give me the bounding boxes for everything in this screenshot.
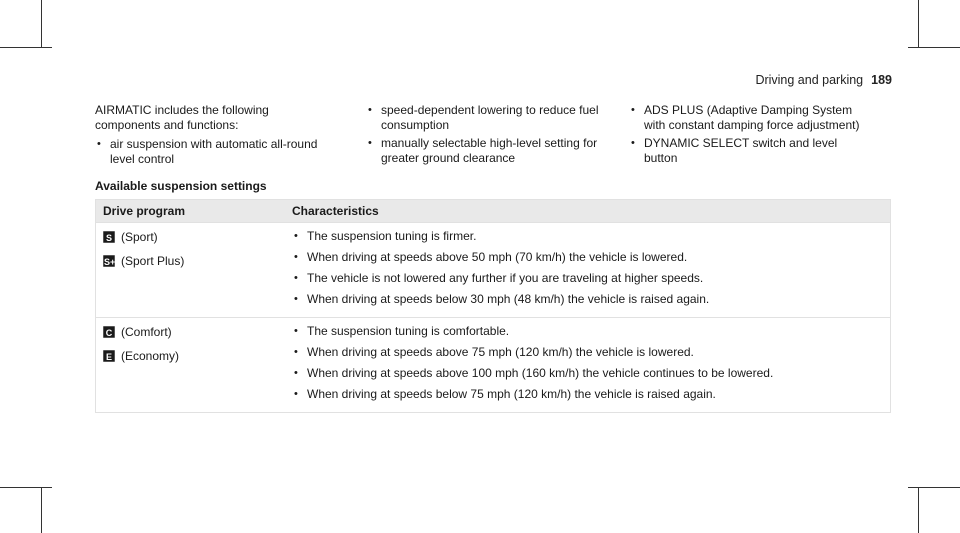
table-row xyxy=(96,317,890,412)
crop-mark xyxy=(908,47,960,48)
list-item: • DYNAMIC SELECT switch and level button xyxy=(629,136,869,166)
table-row xyxy=(96,222,890,317)
list-item: • speed-dependent lowering to reduce fuel consumption xyxy=(366,103,606,133)
header-drive-program: Drive program xyxy=(103,203,186,218)
intro-list-1 xyxy=(95,137,335,167)
page-number: 189 xyxy=(871,73,892,87)
table-header xyxy=(96,200,890,222)
crop-mark xyxy=(41,0,42,47)
crop-mark xyxy=(918,487,919,533)
table-body xyxy=(96,222,890,412)
header-characteristics: Characteristics xyxy=(292,203,379,218)
list-item: • When driving at speeds below 75 mph (120 km/h) the vehicle is raised again. xyxy=(284,387,890,402)
intro-column-2 xyxy=(366,103,606,169)
program-label: (Sport) xyxy=(121,229,158,244)
list-item: • ADS PLUS (Adaptive Damping System with constant damping force adjustment) xyxy=(629,103,869,133)
list-item: • When driving at speeds above 75 mph (120 km/h) the vehicle is lowered. xyxy=(284,345,890,360)
crop-mark xyxy=(918,0,919,47)
running-header xyxy=(755,73,892,88)
list-item: • When driving at speeds above 100 mph (160 km/h) the vehicle continues to be lowered. xyxy=(284,366,890,381)
intro-column-1 xyxy=(95,103,335,170)
list-item: • When driving at speeds below 30 mph (48 km/h) the vehicle is raised again. xyxy=(284,292,890,307)
crop-mark xyxy=(41,487,42,533)
suspension-table xyxy=(95,199,891,413)
intro-list-2 xyxy=(366,103,606,166)
section-name: Driving and parking xyxy=(755,73,864,87)
list-item: • The suspension tuning is firmer. xyxy=(284,229,890,244)
drive-program xyxy=(103,230,284,244)
drive-program xyxy=(103,325,284,339)
drive-program xyxy=(103,349,284,363)
program-key-icon: C xyxy=(103,326,115,338)
crop-mark xyxy=(0,47,52,48)
intro-list-3 xyxy=(629,103,869,166)
program-label: (Sport Plus) xyxy=(121,253,185,268)
crop-mark xyxy=(908,487,960,488)
program-key-icon: S+ xyxy=(104,257,116,267)
section-title: Available suspension settings xyxy=(95,179,267,193)
characteristics-list xyxy=(284,229,890,307)
list-item: • The vehicle is not lowered any further if you are traveling at higher speeds. xyxy=(284,271,890,286)
drive-program-cell xyxy=(96,318,284,412)
drive-program xyxy=(103,254,284,268)
program-key-icon: S xyxy=(103,231,115,243)
list-item: • When driving at speeds above 50 mph (70 km/h) the vehicle is lowered. xyxy=(284,250,890,265)
program-key-icon: E xyxy=(103,350,115,362)
list-item: • air suspension with automatic all-round level control xyxy=(95,137,335,167)
list-item: • The suspension tuning is comfortable. xyxy=(284,324,890,339)
intro-lead: AIRMATIC includes the following components and functions: xyxy=(95,103,269,132)
program-label: (Comfort) xyxy=(121,324,172,339)
list-item: • manually selectable high-level setting for greater ground clearance xyxy=(366,136,606,166)
crop-mark xyxy=(0,487,52,488)
drive-program-cell xyxy=(96,223,284,317)
intro-column-3 xyxy=(629,103,869,169)
characteristics-cell xyxy=(284,223,890,317)
characteristics-cell xyxy=(284,318,890,412)
program-label: (Economy) xyxy=(121,348,180,363)
characteristics-list xyxy=(284,324,890,402)
